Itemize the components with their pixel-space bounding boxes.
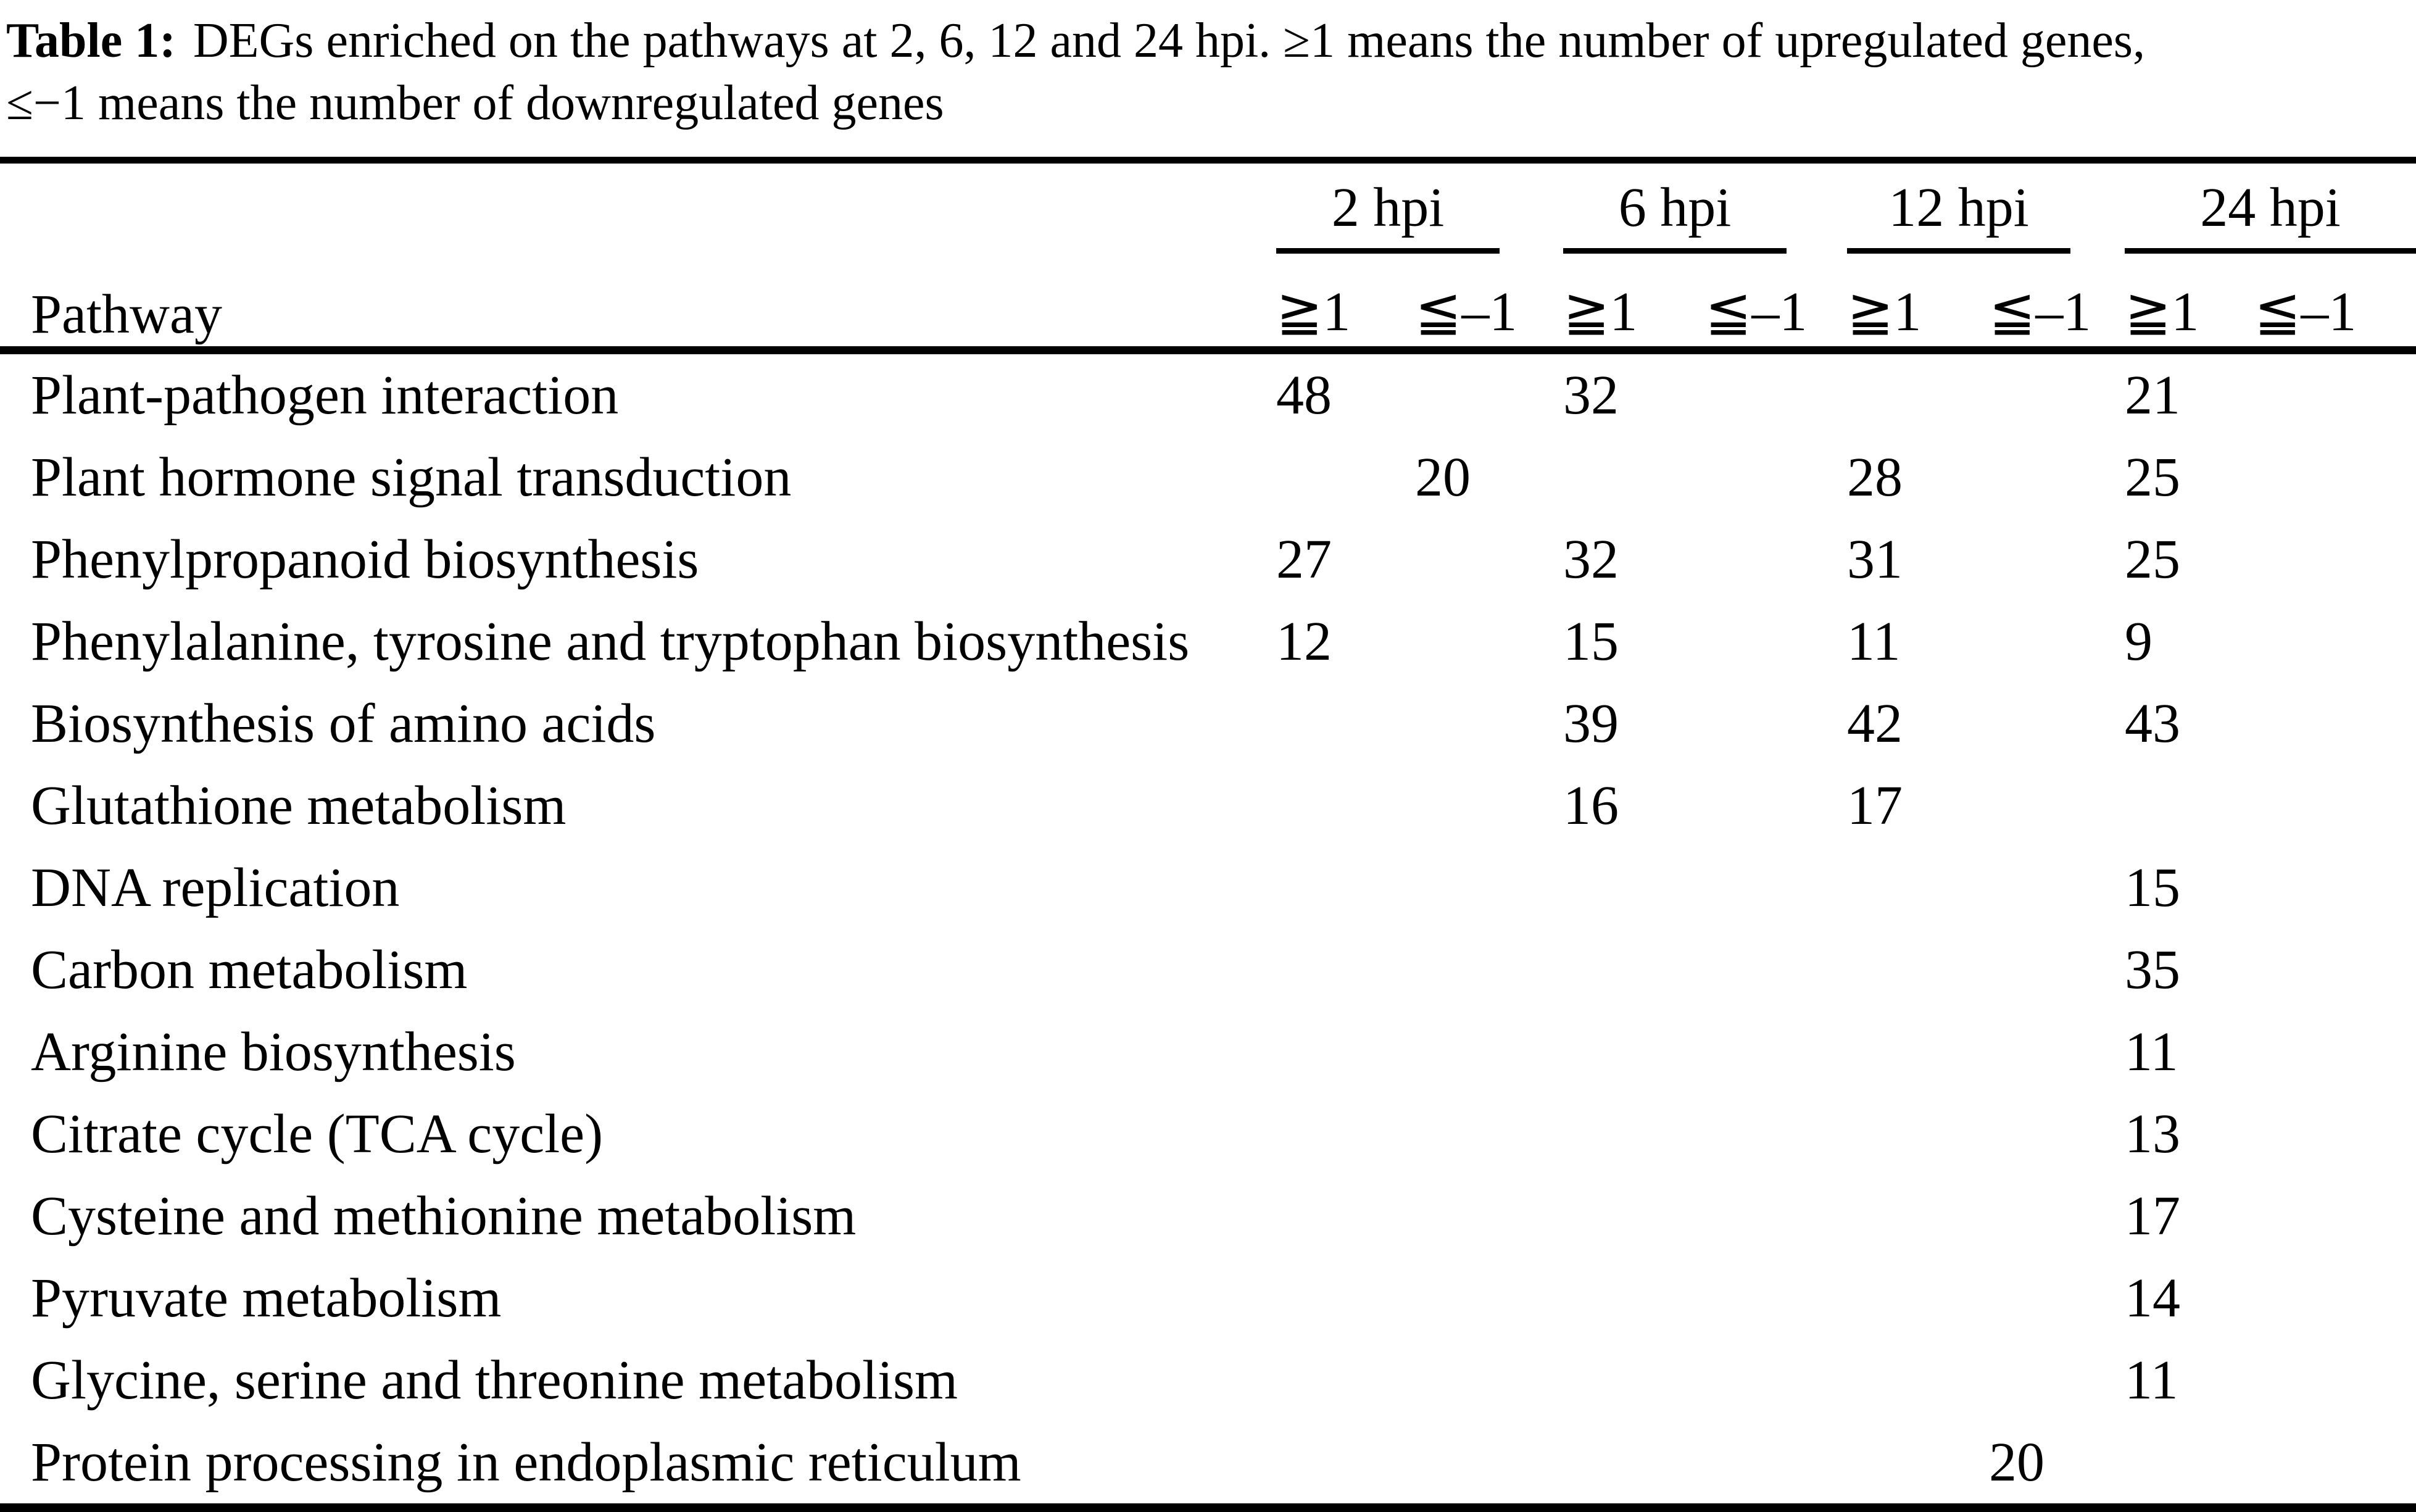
value-cell: 17 — [2125, 1186, 2180, 1247]
value-cell — [1981, 929, 2117, 1011]
value-cell — [1981, 436, 2117, 518]
value-cell — [1555, 1421, 1697, 1508]
value-cell — [2246, 683, 2416, 765]
group-header-12hpi — [1839, 160, 2117, 254]
value-cell — [1839, 1011, 1981, 1093]
value-cell — [1697, 1175, 1839, 1257]
value-cell: 42 — [1847, 693, 1903, 754]
value-cell — [1697, 1093, 1839, 1175]
value-cell — [2246, 765, 2416, 847]
value-cell — [1697, 765, 1839, 847]
value-cell — [2246, 518, 2416, 600]
subheader-2hpi-down: ≦–1 — [1415, 281, 1517, 343]
group-header-2hpi — [1268, 160, 1555, 254]
table-caption — [0, 0, 2416, 135]
value-cell — [1407, 765, 1555, 847]
header-group-row — [0, 160, 2416, 254]
pathway-cell: Arginine biosynthesis — [31, 1021, 516, 1082]
table-row — [0, 1011, 2416, 1093]
pathway-cell: Plant hormone signal transduction — [31, 447, 792, 508]
table-row — [0, 683, 2416, 765]
value-cell: 15 — [1563, 611, 1619, 672]
table-row — [0, 847, 2416, 929]
value-cell — [1981, 1339, 2117, 1421]
pathway-cell: DNA replication — [31, 857, 400, 918]
value-cell — [2246, 1011, 2416, 1093]
value-cell — [1697, 1339, 1839, 1421]
table-row — [0, 1339, 2416, 1421]
pathway-cell: Phenylpropanoid biosynthesis — [31, 529, 699, 590]
value-cell — [1981, 1175, 2117, 1257]
value-cell — [1268, 1093, 1407, 1175]
value-cell — [1981, 351, 2117, 437]
pathway-cell: Carbon metabolism — [31, 939, 468, 1000]
table-row — [0, 1257, 2416, 1339]
subheader-6hpi-up: ≧1 — [1563, 281, 1638, 343]
value-cell: 25 — [2125, 529, 2180, 590]
table-row — [0, 351, 2416, 437]
value-cell: 31 — [1847, 529, 1903, 590]
value-cell: 11 — [1847, 611, 1901, 672]
group-header-6hpi-label: 6 hpi — [1563, 176, 1787, 254]
value-cell — [1555, 1093, 1697, 1175]
value-cell — [1407, 929, 1555, 1011]
table-row — [0, 518, 2416, 600]
value-cell — [2246, 847, 2416, 929]
value-cell — [1697, 1011, 1839, 1093]
value-cell — [2246, 929, 2416, 1011]
value-cell — [1555, 1011, 1697, 1093]
value-cell — [1407, 683, 1555, 765]
value-cell — [1981, 600, 2117, 683]
value-cell — [1407, 1093, 1555, 1175]
pathway-column-header: Pathway — [31, 284, 222, 345]
value-cell — [1407, 847, 1555, 929]
value-cell: 13 — [2125, 1103, 2180, 1165]
value-cell: 9 — [2125, 611, 2152, 672]
value-cell — [1697, 847, 1839, 929]
value-cell — [1981, 1093, 2117, 1175]
deg-pathway-table — [0, 157, 2416, 1512]
value-cell — [1839, 1093, 1981, 1175]
value-cell — [1981, 765, 2117, 847]
pathway-cell: Glutathione metabolism — [31, 775, 567, 836]
table-row — [0, 600, 2416, 683]
caption-line-1-text: DEGs enriched on the pathways at 2, 6, 12 and 24 hpi. ≥1 means the number of upregulated genes, — [193, 14, 2145, 68]
value-cell — [1268, 683, 1407, 765]
value-cell: 11 — [2125, 1350, 2178, 1411]
value-cell — [1839, 1257, 1981, 1339]
value-cell: 32 — [1563, 529, 1619, 590]
value-cell — [1407, 1421, 1555, 1508]
value-cell: 25 — [2125, 447, 2180, 508]
value-cell — [1407, 1011, 1555, 1093]
value-cell — [1555, 929, 1697, 1011]
pathway-cell: Citrate cycle (TCA cycle) — [31, 1103, 604, 1165]
value-cell: 15 — [2125, 857, 2180, 918]
value-cell: 11 — [2125, 1021, 2178, 1082]
caption-line-1 — [6, 10, 2416, 72]
pathway-cell: Plant-pathogen interaction — [31, 365, 619, 426]
group-header-24hpi-label: 24 hpi — [2125, 176, 2416, 254]
caption-table-label: Table 1: — [6, 14, 176, 68]
value-cell — [1268, 929, 1407, 1011]
value-cell — [1555, 1257, 1697, 1339]
value-cell — [1555, 1339, 1697, 1421]
table-row — [0, 1093, 2416, 1175]
value-cell — [2246, 1421, 2416, 1508]
value-cell — [1268, 1011, 1407, 1093]
value-cell: 28 — [1847, 447, 1903, 508]
value-cell — [1697, 683, 1839, 765]
value-cell — [1697, 1257, 1839, 1339]
value-cell — [1268, 765, 1407, 847]
value-cell — [1407, 1257, 1555, 1339]
value-cell: 20 — [1989, 1432, 2044, 1493]
value-cell: 20 — [1415, 447, 1471, 508]
value-cell — [1839, 351, 1981, 437]
value-cell — [1839, 1421, 1981, 1508]
value-cell — [1407, 1339, 1555, 1421]
value-cell — [1839, 929, 1981, 1011]
value-cell — [1268, 1257, 1407, 1339]
value-cell — [1268, 1175, 1407, 1257]
value-cell — [2117, 1421, 2246, 1508]
value-cell: 48 — [1276, 365, 1332, 426]
group-header-24hpi — [2117, 160, 2416, 254]
table-row — [0, 1421, 2416, 1508]
subheader-24hpi-up: ≧1 — [2125, 281, 2199, 343]
value-cell — [1268, 1421, 1407, 1508]
value-cell — [2246, 1093, 2416, 1175]
value-cell: 12 — [1276, 611, 1332, 672]
table-row — [0, 929, 2416, 1011]
value-cell — [1697, 1421, 1839, 1508]
value-cell — [1981, 847, 2117, 929]
value-cell — [2246, 600, 2416, 683]
value-cell — [2246, 1257, 2416, 1339]
value-cell: 17 — [1847, 775, 1903, 836]
pathway-cell: Glycine, serine and threonine metabolism — [31, 1350, 958, 1411]
table-row — [0, 765, 2416, 847]
group-header-12hpi-label: 12 hpi — [1847, 176, 2070, 254]
value-cell: 43 — [2125, 693, 2180, 754]
value-cell — [1268, 847, 1407, 929]
value-cell — [2246, 351, 2416, 437]
value-cell: 16 — [1563, 775, 1619, 836]
value-cell — [1981, 1257, 2117, 1339]
value-cell — [1839, 847, 1981, 929]
value-cell: 21 — [2125, 365, 2180, 426]
subheader-12hpi-down: ≦–1 — [1989, 281, 2091, 343]
table-row — [0, 436, 2416, 518]
value-cell — [1407, 351, 1555, 437]
pathway-cell: Protein processing in endoplasmic reticulum — [31, 1432, 1021, 1493]
value-cell — [1697, 929, 1839, 1011]
value-cell — [1268, 436, 1407, 518]
value-cell: 39 — [1563, 693, 1619, 754]
value-cell — [1697, 436, 1839, 518]
subheader-2hpi-up: ≧1 — [1276, 281, 1351, 343]
subheader-24hpi-down: ≦–1 — [2254, 281, 2357, 343]
value-cell — [1981, 518, 2117, 600]
value-cell — [1697, 600, 1839, 683]
value-cell: 27 — [1276, 529, 1332, 590]
value-cell — [1697, 351, 1839, 437]
value-cell: 35 — [2125, 939, 2180, 1000]
value-cell — [1839, 1175, 1981, 1257]
value-cell — [1555, 847, 1697, 929]
value-cell — [2246, 436, 2416, 518]
value-cell — [1555, 436, 1697, 518]
pathway-cell: Biosynthesis of amino acids — [31, 693, 656, 754]
value-cell — [2246, 1175, 2416, 1257]
subheader-12hpi-up: ≧1 — [1847, 281, 1922, 343]
value-cell — [1981, 683, 2117, 765]
pathway-cell: Phenylalanine, tyrosine and tryptophan biosynthesis — [31, 611, 1190, 672]
value-cell — [1839, 1339, 1981, 1421]
value-cell — [1981, 1011, 2117, 1093]
value-cell — [1407, 600, 1555, 683]
pathway-cell: Cysteine and methionine metabolism — [31, 1186, 857, 1247]
value-cell — [1555, 1175, 1697, 1257]
subheader-6hpi-down: ≦–1 — [1705, 281, 1808, 343]
pathway-cell: Pyruvate metabolism — [31, 1268, 502, 1329]
caption-line-2: ≤−1 means the number of downregulated genes — [6, 76, 944, 130]
group-header-6hpi — [1555, 160, 1839, 254]
value-cell — [1697, 518, 1839, 600]
value-cell — [2117, 765, 2246, 847]
value-cell — [2246, 1339, 2416, 1421]
table-body — [0, 351, 2416, 1508]
value-cell — [1407, 1175, 1555, 1257]
value-cell — [1407, 518, 1555, 600]
group-header-2hpi-label: 2 hpi — [1276, 176, 1500, 254]
value-cell — [1268, 1339, 1407, 1421]
value-cell: 32 — [1563, 365, 1619, 426]
value-cell: 14 — [2125, 1268, 2180, 1329]
table-row — [0, 1175, 2416, 1257]
